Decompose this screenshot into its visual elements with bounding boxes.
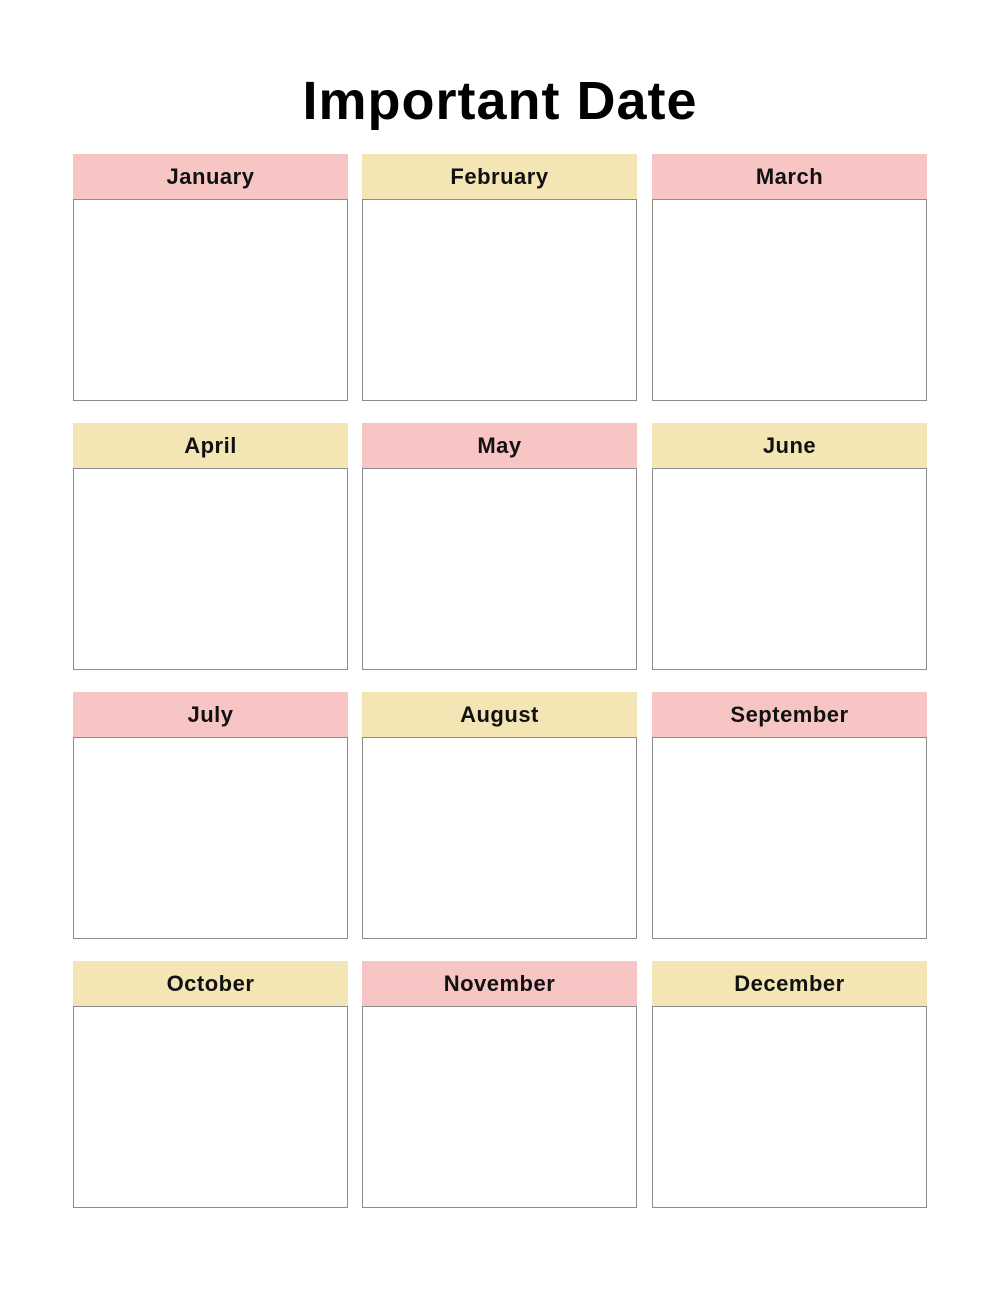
month-header-april: April [73,423,348,468]
month-header-june: June [652,423,927,468]
month-notes-march[interactable] [652,199,927,401]
month-header-september: September [652,692,927,737]
month-card-january [73,154,348,401]
month-card-august [362,692,637,939]
month-card-november [362,961,637,1208]
month-notes-september[interactable] [652,737,927,939]
month-card-february [362,154,637,401]
month-card-may [362,423,637,670]
month-card-june [652,423,927,670]
month-header-february: February [362,154,637,199]
month-header-november: November [362,961,637,1006]
month-card-march [652,154,927,401]
month-card-july [73,692,348,939]
month-notes-october[interactable] [73,1006,348,1208]
month-notes-december[interactable] [652,1006,927,1208]
month-header-july: July [73,692,348,737]
month-header-may: May [362,423,637,468]
month-header-march: March [652,154,927,199]
month-header-december: December [652,961,927,1006]
month-notes-august[interactable] [362,737,637,939]
month-notes-january[interactable] [73,199,348,401]
page-title: Important Date [302,71,698,131]
month-card-april [73,423,348,670]
month-notes-november[interactable] [362,1006,637,1208]
month-notes-may[interactable] [362,468,637,670]
month-notes-june[interactable] [652,468,927,670]
month-card-october [73,961,348,1208]
month-notes-july[interactable] [73,737,348,939]
month-notes-april[interactable] [73,468,348,670]
month-header-august: August [362,692,637,737]
month-card-december [652,961,927,1208]
month-header-october: October [73,961,348,1006]
month-card-september [652,692,927,939]
month-header-january: January [73,154,348,199]
month-notes-february[interactable] [362,199,637,401]
